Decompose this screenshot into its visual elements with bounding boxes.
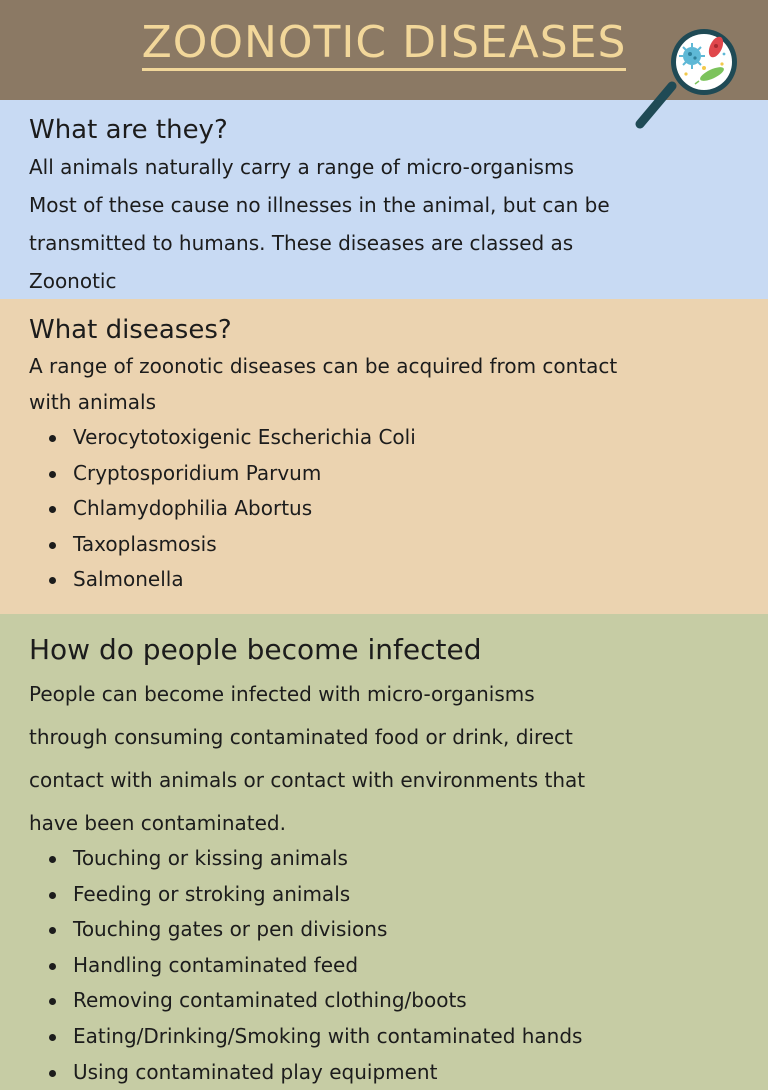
section-what-diseases (0, 299, 768, 614)
list-item: Feeding or stroking animals (29, 877, 748, 913)
section-heading: What are they? (29, 115, 228, 145)
section-how-infected (0, 614, 768, 1086)
page-title: ZOONOTIC DISEASES (0, 14, 768, 72)
body-line: through consuming contaminated food or drink, direct (29, 725, 573, 749)
magnifier-microbes-icon (628, 26, 746, 136)
list-item: Removing contaminated clothing/boots (29, 983, 748, 1019)
body-line: transmitted to humans. These diseases are classed as (29, 231, 574, 255)
list-item: Touching gates or pen divisions (29, 912, 748, 948)
list-item: Cryptosporidium Parvum (29, 456, 748, 492)
body-line: have been contaminated. (29, 811, 286, 835)
list-item: Chlamydophilia Abortus (29, 491, 748, 527)
body-line: All animals naturally carry a range of micro-organisms (29, 155, 574, 179)
infection-route-list (29, 841, 748, 1090)
list-item: Verocytotoxigenic Escherichia Coli (29, 420, 748, 456)
list-item: Using contaminated play equipment (29, 1055, 748, 1090)
section-heading: What diseases? (29, 315, 232, 345)
list-item: Taxoplasmosis (29, 527, 748, 563)
body-line: contact with animals or contact with environments that (29, 768, 586, 792)
list-item: Handling contaminated feed (29, 948, 748, 984)
disease-list (29, 420, 748, 598)
body-line: People can become infected with micro-organisms (29, 682, 535, 706)
list-item: Eating/Drinking/Smoking with contaminated hands (29, 1019, 748, 1055)
list-item: Salmonella (29, 562, 748, 598)
body-line: Most of these cause no illnesses in the animal, but can be (29, 193, 610, 217)
body-line: with animals (29, 390, 156, 414)
list-item: Touching or kissing animals (29, 841, 748, 877)
body-line: A range of zoonotic diseases can be acquired from contact (29, 354, 618, 378)
body-line: Zoonotic (29, 269, 117, 293)
section-heading: How do people become infected (29, 633, 482, 666)
